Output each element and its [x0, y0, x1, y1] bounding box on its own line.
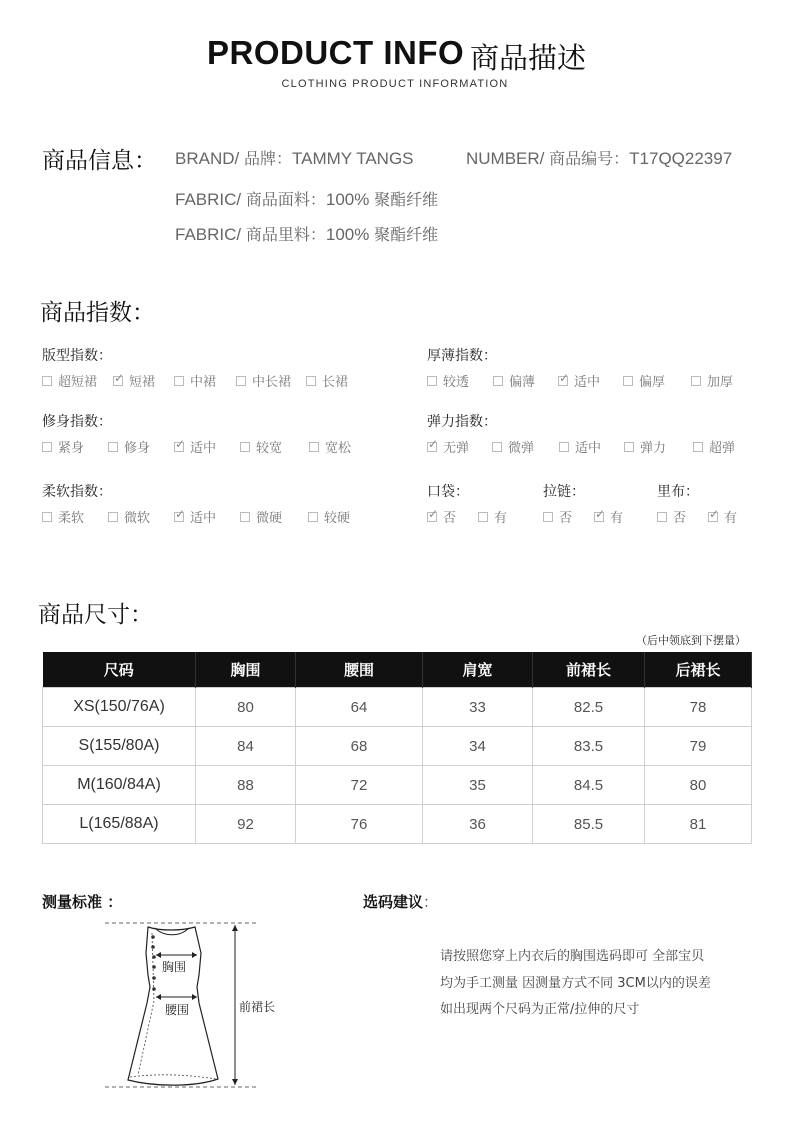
table-header-row [43, 652, 752, 688]
checkbox[interactable] [623, 376, 633, 386]
lining-options [657, 507, 757, 525]
option-label: 适中 [574, 375, 601, 390]
fabric-line [175, 187, 438, 210]
option-label: 超短裙 [58, 375, 98, 390]
option-item[interactable] [174, 437, 216, 456]
option-label: 较宽 [256, 441, 283, 456]
lining-label: 商品里料： [245, 225, 326, 244]
table-cell: 76 [296, 805, 423, 844]
number-label: 商品编号： [549, 149, 630, 168]
lining-fabric-line [175, 222, 438, 245]
option-item[interactable] [308, 507, 350, 526]
checkbox-checked[interactable] [594, 512, 604, 522]
option-label: 超弹 [709, 441, 736, 456]
checkbox[interactable] [543, 512, 553, 522]
option-label: 微硬 [256, 511, 283, 526]
checkbox[interactable] [657, 512, 667, 522]
table-cell: 64 [296, 688, 423, 727]
checkbox[interactable] [492, 442, 502, 452]
option-item[interactable] [559, 437, 601, 456]
option-item[interactable] [240, 437, 282, 456]
fabric-prefix: FABRIC/ [175, 190, 242, 209]
table-cell: XS(150/76A) [43, 688, 196, 727]
column-header: 腰围 [296, 652, 423, 688]
option-item[interactable] [478, 507, 507, 526]
option-item[interactable] [624, 437, 666, 456]
option-item[interactable] [708, 507, 737, 526]
option-label: 较硬 [324, 511, 351, 526]
fit-type-label: 版型指数： [42, 348, 112, 364]
option-item[interactable] [427, 507, 456, 526]
option-item[interactable] [558, 371, 600, 390]
option-label: 修身 [124, 441, 151, 456]
option-label: 弹力 [640, 441, 667, 456]
option-item[interactable] [108, 507, 150, 526]
table-row [43, 766, 752, 805]
option-item[interactable] [42, 507, 84, 526]
option-label: 微弹 [508, 441, 535, 456]
column-header: 后裙长 [645, 652, 752, 688]
table-cell: 81 [645, 805, 752, 844]
table-cell: L(165/88A) [43, 805, 196, 844]
option-label: 有 [494, 511, 508, 526]
checkbox-checked[interactable] [427, 442, 437, 452]
fabric-label: 商品面料： [245, 190, 326, 209]
size-note: （后中领底到下摆量） [636, 634, 746, 647]
page-title-cn: 商品描述 [470, 41, 587, 75]
option-label: 适中 [575, 441, 602, 456]
advice-line: 均为手工测量 因测量方式不同 3CM以内的误差 [440, 976, 711, 991]
table-cell: 34 [423, 727, 533, 766]
number-line [466, 146, 732, 169]
advice-line: 请按照您穿上内衣后的胸围选码即可 全部宝贝 [440, 949, 705, 964]
zipper-options [543, 507, 643, 525]
checkbox[interactable] [306, 376, 316, 386]
option-label: 中长裙 [252, 375, 292, 390]
option-label: 适中 [190, 511, 217, 526]
table-cell: 79 [645, 727, 752, 766]
option-item[interactable] [623, 371, 665, 390]
checkbox[interactable] [42, 512, 52, 522]
checkbox[interactable] [42, 376, 52, 386]
lining-prefix: FABRIC/ [175, 225, 242, 244]
front-length-label: 前裙长 [239, 1000, 276, 1014]
option-label: 柔软 [58, 511, 85, 526]
checkbox[interactable] [693, 442, 703, 452]
checkbox-checked[interactable] [558, 376, 568, 386]
option-label: 适中 [190, 441, 217, 456]
fit-type-options [42, 371, 402, 389]
checkbox[interactable] [691, 376, 701, 386]
table-cell: S(155/80A) [43, 727, 196, 766]
slim-fit-label: 修身指数： [42, 414, 112, 430]
option-item[interactable] [493, 371, 535, 390]
size-advice-label [363, 891, 438, 912]
option-item[interactable] [42, 371, 97, 390]
thickness-options [427, 371, 767, 389]
table-cell: 33 [423, 688, 533, 727]
option-label: 微软 [124, 511, 151, 526]
lining-value-num: 100% [325, 225, 370, 244]
option-label: 偏厚 [639, 375, 666, 390]
thickness-label: 厚薄指数： [427, 348, 497, 364]
option-label: 无弹 [443, 441, 470, 456]
option-label: 否 [443, 511, 457, 526]
elasticity-options [427, 437, 767, 455]
option-item[interactable] [543, 507, 572, 526]
table-cell: 88 [196, 766, 296, 805]
option-item[interactable] [594, 507, 623, 526]
option-item[interactable] [427, 437, 469, 456]
table-cell: 92 [196, 805, 296, 844]
column-header: 尺码 [43, 652, 196, 688]
table-cell: M(160/84A) [43, 766, 196, 805]
option-item[interactable] [240, 507, 282, 526]
number-value: T17QQ22397 [629, 149, 733, 168]
number-prefix: NUMBER/ [466, 149, 545, 168]
option-label: 宽松 [325, 441, 352, 456]
table-cell: 85.5 [533, 805, 645, 844]
chest-label: 胸围 [162, 960, 187, 974]
softness-options [42, 507, 402, 525]
checkbox[interactable] [478, 512, 488, 522]
table-cell: 78 [645, 688, 752, 727]
option-label: 紧身 [58, 441, 85, 456]
option-item[interactable] [174, 507, 216, 526]
size-advice-colon: ： [423, 893, 439, 911]
option-item[interactable] [691, 371, 733, 390]
brand-line [175, 146, 414, 169]
pocket-label: 口袋： [427, 484, 469, 500]
advice-line: 如出现两个尺码为正常/拉伸的尺寸 [440, 1002, 640, 1017]
table-cell: 80 [196, 688, 296, 727]
checkbox-checked[interactable] [708, 512, 718, 522]
checkbox[interactable] [236, 376, 246, 386]
option-item[interactable] [174, 371, 216, 390]
column-header: 胸围 [196, 652, 296, 688]
option-item[interactable] [108, 437, 150, 456]
elasticity-label: 弹力指数： [427, 414, 497, 430]
option-label: 否 [559, 511, 573, 526]
size-advice-title: 选码建议 [363, 893, 424, 911]
option-item[interactable] [309, 437, 351, 456]
checkbox-checked[interactable] [174, 442, 184, 452]
checkbox[interactable] [559, 442, 569, 452]
page-title-en: PRODUCT INFO [207, 34, 465, 71]
option-item[interactable] [427, 371, 469, 390]
option-item[interactable] [306, 371, 348, 390]
table-cell: 35 [423, 766, 533, 805]
brand-prefix: BRAND/ [175, 149, 240, 168]
checkbox[interactable] [240, 442, 250, 452]
checkbox[interactable] [240, 512, 250, 522]
table-cell: 83.5 [533, 727, 645, 766]
checkbox[interactable] [42, 442, 52, 452]
checkbox-checked[interactable] [427, 512, 437, 522]
option-item[interactable] [113, 371, 155, 390]
table-row [43, 727, 752, 766]
fabric-value-cn: 聚酯纤维 [374, 190, 439, 209]
checkbox[interactable] [624, 442, 634, 452]
brand-value: TAMMY TANGS [291, 149, 414, 168]
pocket-options [427, 507, 527, 525]
checkbox[interactable] [108, 512, 118, 522]
slim-fit-options [42, 437, 402, 455]
option-item[interactable] [42, 437, 84, 456]
lining-label: 里布： [657, 484, 699, 500]
zipper-label: 拉链： [543, 484, 585, 500]
option-item[interactable] [657, 507, 686, 526]
option-item[interactable] [236, 371, 291, 390]
checkbox[interactable] [309, 442, 319, 452]
brand-label: 品牌： [243, 149, 292, 168]
table-cell: 68 [296, 727, 423, 766]
measure-standard-label: 测量标准 ： [42, 893, 123, 911]
product-info-heading: 商品信息： [42, 148, 157, 174]
table-cell: 72 [296, 766, 423, 805]
page-subtitle: CLOTHING PRODUCT INFORMATION [281, 78, 509, 90]
option-label: 中裙 [190, 375, 217, 390]
waist-label: 腰围 [165, 1003, 190, 1017]
table-cell: 80 [645, 766, 752, 805]
table-cell: 84.5 [533, 766, 645, 805]
softness-label: 柔软指数： [42, 484, 112, 500]
indices-heading: 商品指数： [40, 300, 155, 326]
option-label: 偏薄 [509, 375, 536, 390]
option-label: 短裙 [129, 375, 156, 390]
table-row [43, 688, 752, 727]
option-label: 有 [610, 511, 624, 526]
option-label: 有 [724, 511, 738, 526]
table-cell: 36 [423, 805, 533, 844]
column-header: 前裙长 [533, 652, 645, 688]
option-label: 长裙 [322, 375, 349, 390]
checkbox[interactable] [308, 512, 318, 522]
fabric-value-num: 100% [325, 190, 370, 209]
table-cell: 82.5 [533, 688, 645, 727]
checkbox[interactable] [174, 376, 184, 386]
option-item[interactable] [492, 437, 534, 456]
option-label: 加厚 [707, 375, 734, 390]
option-item[interactable] [693, 437, 735, 456]
option-label: 较透 [443, 375, 470, 390]
table-cell: 84 [196, 727, 296, 766]
checkbox[interactable] [427, 376, 437, 386]
size-heading: 商品尺寸： [38, 602, 153, 628]
option-label: 否 [673, 511, 687, 526]
lining-value-cn: 聚酯纤维 [374, 225, 439, 244]
checkbox-checked[interactable] [113, 376, 123, 386]
checkbox[interactable] [108, 442, 118, 452]
checkbox-checked[interactable] [174, 512, 184, 522]
checkbox[interactable] [493, 376, 503, 386]
size-table [42, 652, 752, 844]
table-row [43, 805, 752, 844]
column-header: 肩宽 [423, 652, 533, 688]
